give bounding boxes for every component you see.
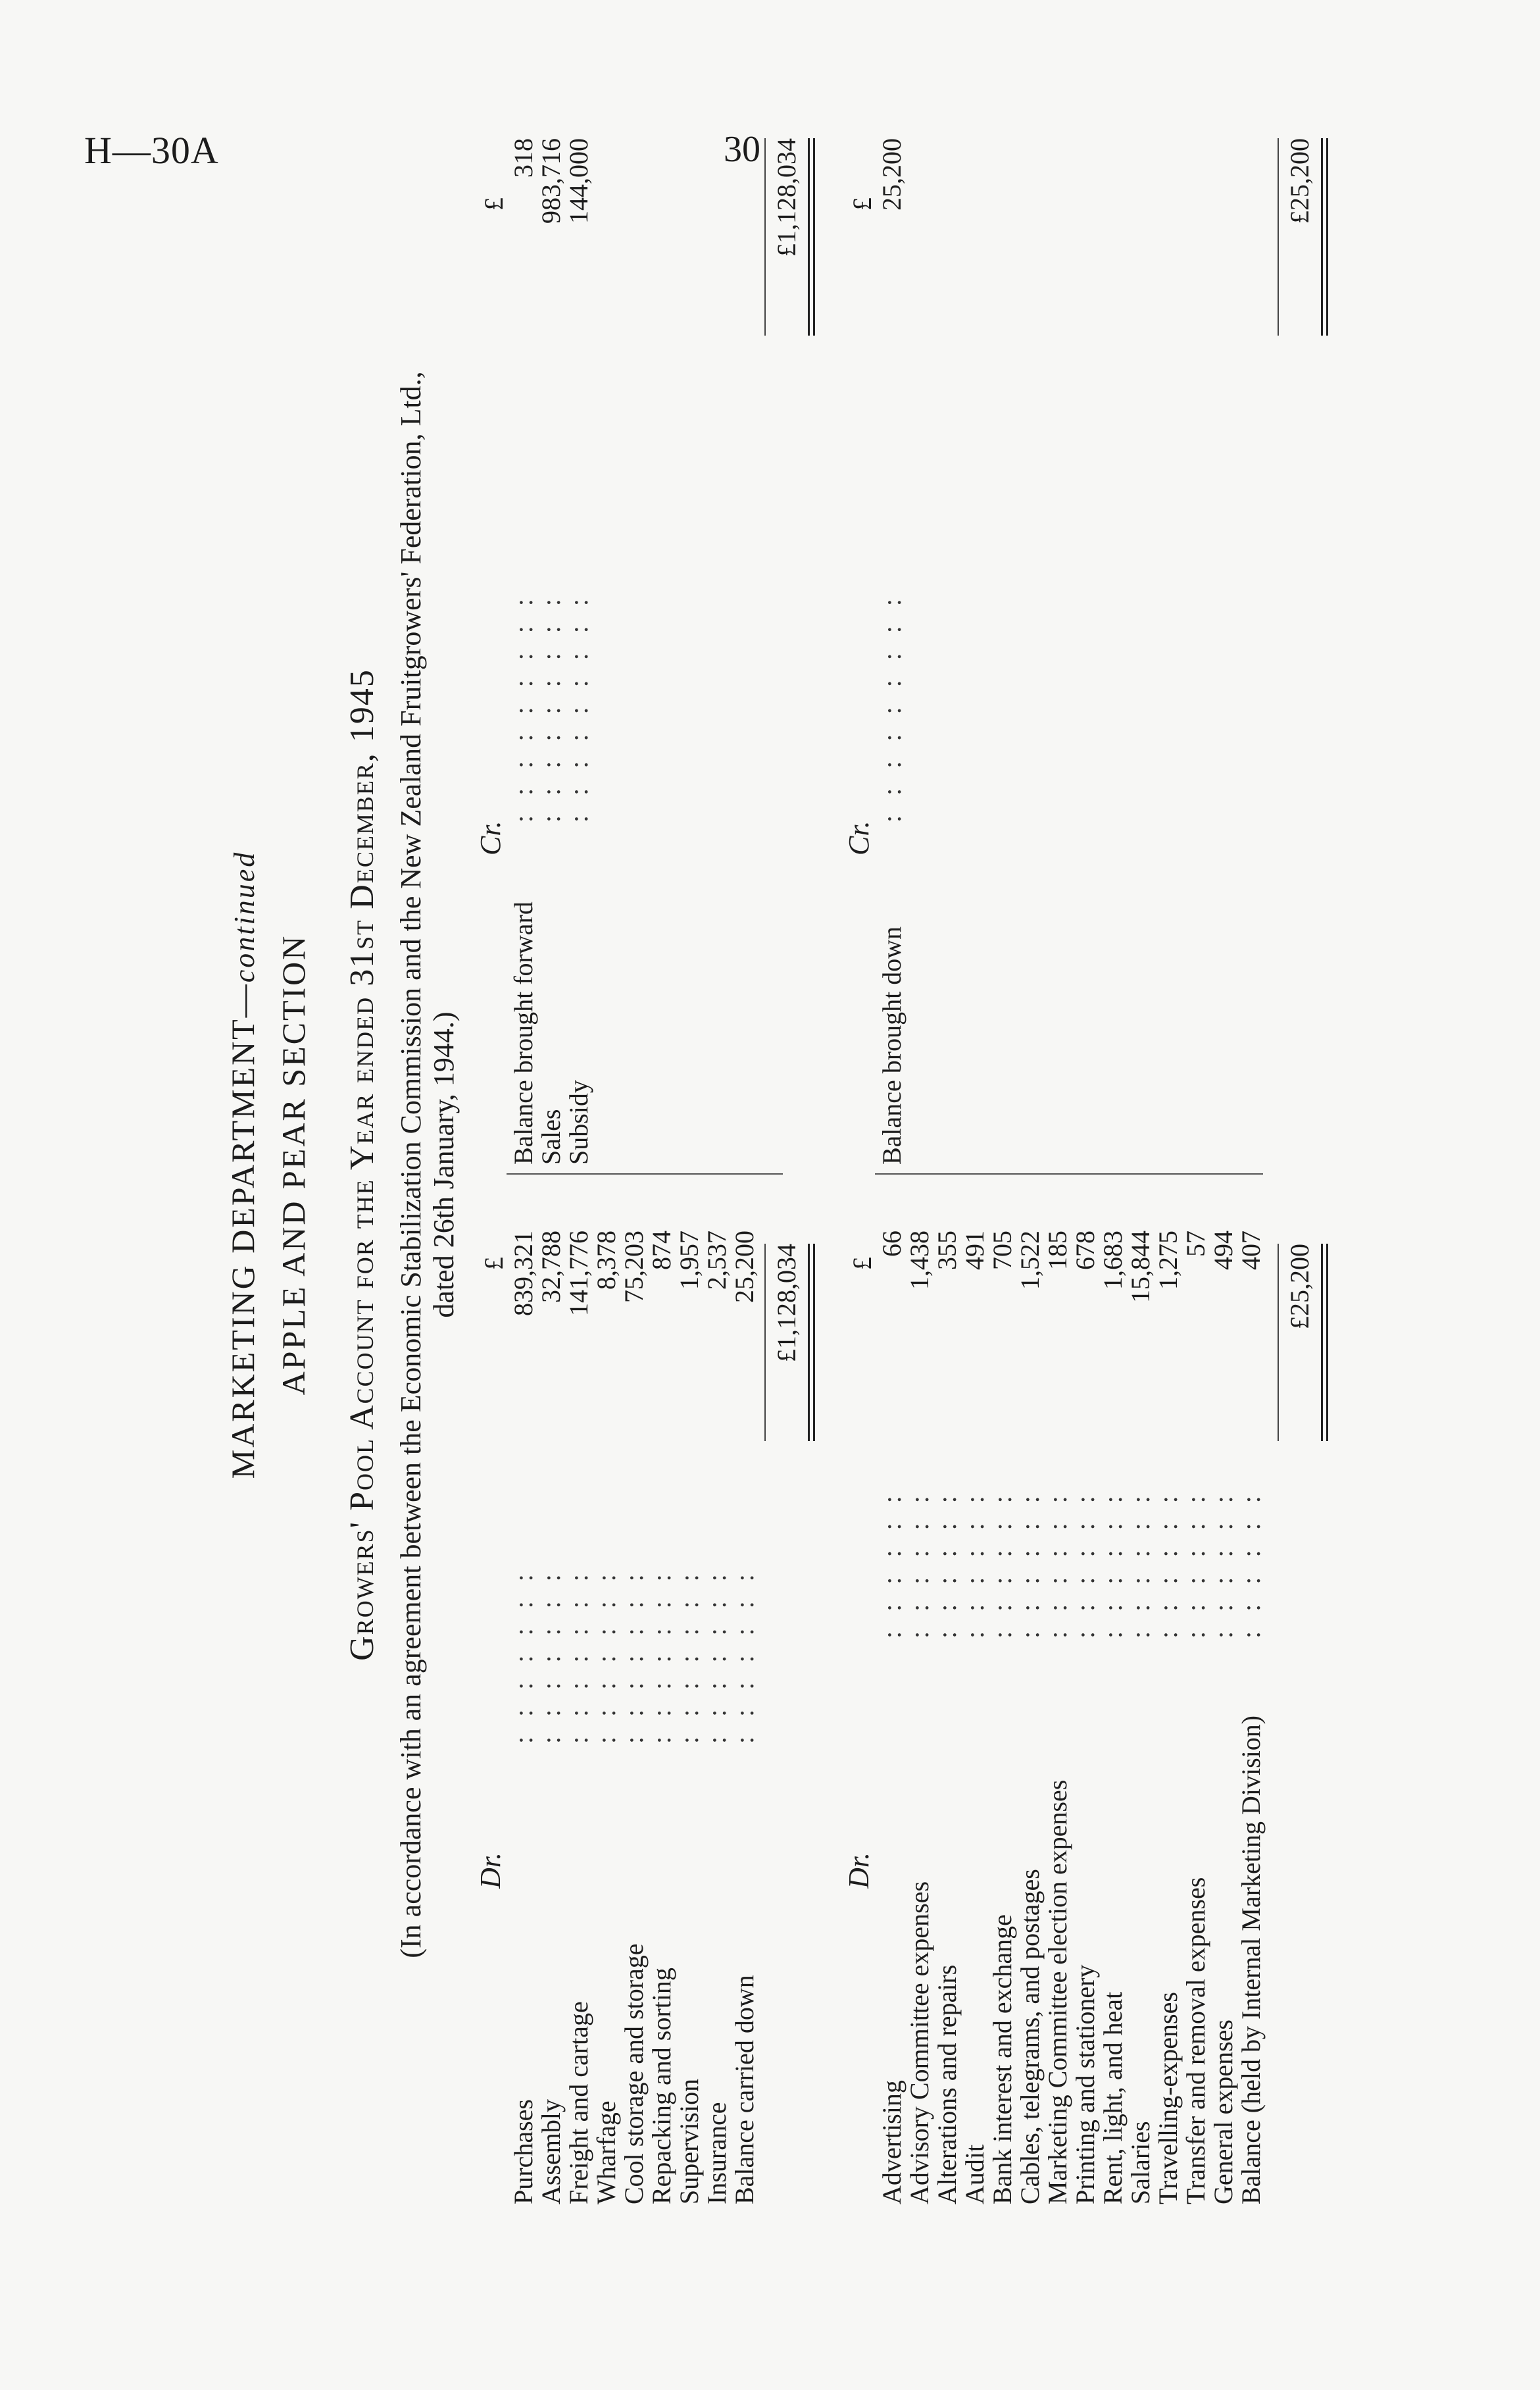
ledger-item-label: Repacking and sorting [647,1968,676,2204]
ledger-item-label: Balance brought forward [509,902,538,1165]
leader-dots: :::::: [905,1476,934,1639]
debit-row [906,1231,933,2204]
ledger-item-amount: 355 [932,1231,962,1270]
debit-total-1: £1,128,034 [772,1244,801,1362]
debit-row [565,1231,593,2204]
ledger-item-label: Travelling-expenses [1153,1992,1183,2204]
leader-dots: :::::: [1208,1476,1238,1639]
credit-total-1: £1,128,034 [772,138,801,257]
leader-dots: :::::: [1181,1476,1210,1639]
dr-label-1: Dr. [474,1852,507,1889]
leader-dots: :::::: [1098,1476,1128,1639]
credit-row [537,138,565,1165]
ledger-item-label: Cables, telegrams, and postages [1015,1869,1045,2204]
cr-label-2: Cr. [843,821,875,855]
column-divider-1 [507,1173,783,1175]
leader-dots: ::::::::: [509,578,538,823]
ledger-item-amount: 32,788 [536,1231,566,1303]
ledger-item-amount: 66 [877,1231,907,1257]
ledger-item-amount: 491 [960,1231,989,1270]
ledger-item-label: Purchases [509,2099,538,2204]
department-title: MARKETING DEPARTMENT—continued [224,850,261,1479]
debit-total-2: £25,200 [1285,1244,1314,1329]
ledger-item-label: Assembly [536,2099,566,2204]
debit-row [1155,1231,1182,2204]
ledger-item-label: Transfer and removal expenses [1181,1877,1210,2204]
debit-row [1127,1231,1155,2204]
ledger-item-amount: 407 [1236,1231,1266,1270]
page-number: 30 [724,129,760,170]
leader-dots: ::::::: [564,1554,593,1744]
ledger-item-label: Marketing Committee election expenses [1043,1779,1072,2204]
ledger-item-label: Insurance [702,2102,732,2204]
credit-row [878,138,906,1165]
debit-row [1016,1231,1044,2204]
ledger-item-label: Supervision [674,2078,704,2204]
credit-total-2: £25,200 [1285,138,1314,224]
cr-currency-1: £ [479,197,509,211]
ledger-item-amount: 874 [647,1231,676,1270]
agreement-note: (In accordance with an agreement between the Economic Stabilization Commission and the New Zealand Fruitgrowers' Federation, Ltd., dated 26th January, 1944.) [395,371,460,1958]
ledger-item-label: Balance brought down [877,926,907,1165]
credit-row [510,138,537,1165]
ledger-item-amount: 2,537 [702,1231,732,1290]
leader-dots: ::::::::: [564,578,593,823]
ledger-item-amount: 144,000 [564,138,593,224]
dr-currency-2: £ [847,1257,877,1270]
ledger-item-amount: 185 [1043,1231,1072,1270]
ledger-item-label: Bank interest and exchange [987,1914,1017,2204]
document-code: H—30A [84,129,219,172]
ledger-item-label: Sales [536,1109,566,1165]
ledger-item-label: Wharfage [591,2100,621,2204]
ledger-item-amount: 25,200 [730,1231,759,1303]
credit-rule-bottom-1 [808,138,810,336]
ledger-item-label: Freight and cartage [564,2001,593,2204]
column-divider-2 [875,1173,1263,1175]
leader-dots: :::::: [1236,1476,1266,1639]
debit-row [933,1231,961,2204]
leader-dots: :::::: [1126,1476,1155,1639]
debit-row [1072,1231,1099,2204]
ledger-item-label: Advisory Committee expenses [905,1881,934,2204]
debit-row [1099,1231,1127,2204]
ledger-item-amount: 1,957 [674,1231,704,1290]
debit-row [1237,1231,1265,2204]
account-heading: Growers' Pool Account for the Year ended 31st December, 1945 [343,669,381,1661]
debit-rule-top-1 [764,1244,766,1441]
dr-label-2: Dr. [843,1852,875,1889]
leader-dots: ::::::: [674,1554,704,1744]
credit-rule-bottom-2 [1321,138,1323,336]
debit-row [593,1231,620,2204]
leader-dots: ::::::: [591,1554,621,1744]
ledger-item-label: Alterations and repairs [932,1964,962,2204]
ledger-item-label: Rent, light, and heat [1098,1991,1128,2204]
debit-row [648,1231,676,2204]
ledger-item-amount: 1,438 [905,1231,934,1290]
dr-currency-1: £ [479,1257,509,1270]
ledger-item-amount: 75,203 [619,1231,649,1303]
ledger-item-amount: 8,378 [591,1231,621,1290]
ledger-item-label: General expenses [1208,2020,1238,2204]
section-title: APPLE AND PEAR SECTION [275,934,312,1396]
leader-dots: ::::::: [702,1554,732,1744]
credit-rule-top-2 [1278,138,1279,336]
ledger-item-amount: 1,275 [1153,1231,1183,1290]
debit-row [1044,1231,1072,2204]
debit-rule-bottom-2 [1321,1244,1323,1441]
debit-row [731,1231,758,2204]
ledger-item-amount: 678 [1070,1231,1100,1270]
leader-dots: ::::::::: [536,578,566,823]
leader-dots: :::::: [1153,1476,1183,1639]
leader-dots: ::::::: [536,1554,566,1744]
debit-row [1182,1231,1210,2204]
ledger-item-amount: 1,683 [1098,1231,1128,1290]
leader-dots: ::::::: [509,1554,538,1744]
ledger-item-amount: 1,522 [1015,1231,1045,1290]
ledger-item-label: Balance carried down [730,1975,759,2204]
leader-dots: :::::: [960,1476,989,1639]
debit-row [537,1231,565,2204]
leader-dots: :::::: [877,1476,907,1639]
debit-row [961,1231,989,2204]
debit-row [510,1231,537,2204]
ledger-item-amount: 25,200 [877,138,907,211]
debit-rule-bottom-1 [808,1244,810,1441]
debit-row [878,1231,906,2204]
cr-label-1: Cr. [474,821,507,855]
credit-rule-top-1 [764,138,766,336]
credit-row [565,138,593,1165]
leader-dots: :::::: [1043,1476,1072,1639]
ledger-item-label: Printing and stationery [1070,1964,1100,2204]
ledger-item-amount: 494 [1208,1231,1238,1270]
leader-dots: :::::: [1015,1476,1045,1639]
ledger-item-amount: 705 [987,1231,1017,1270]
leader-dots: :::::: [987,1476,1017,1639]
ledger-item-label: Cool storage and storage [619,1943,649,2204]
ledger-item-amount: 15,844 [1126,1231,1155,1303]
ledger-item-label: Subsidy [564,1080,593,1165]
debit-row [620,1231,648,2204]
ledger-item-amount: 141,776 [564,1231,593,1316]
leader-dots: ::::::: [730,1554,759,1744]
debit-row [703,1231,731,2204]
leader-dots: :::::: [1070,1476,1100,1639]
leader-dots: ::::::::: [877,578,907,823]
ledger-item-amount: 318 [509,138,538,178]
debit-row [1210,1231,1237,2204]
ledger-item-label: Audit [960,2144,989,2204]
ledger-item-amount: 57 [1181,1231,1210,1257]
ledger-item-label: Advertising [877,2080,907,2204]
debit-rule-top-2 [1278,1244,1279,1441]
debit-row [676,1231,703,2204]
ledger-item-amount: 983,716 [536,138,566,224]
cr-currency-2: £ [847,197,877,211]
rotated-statement [217,112,1349,2218]
leader-dots: ::::::: [619,1554,649,1744]
leader-dots: ::::::: [647,1554,676,1744]
debit-row [989,1231,1016,2204]
ledger-item-label: Salaries [1126,2121,1155,2204]
ledger-item-amount: 839,321 [509,1231,538,1316]
leader-dots: :::::: [932,1476,962,1639]
ledger-item-label: Balance (held by Internal Marketing Division) [1236,1715,1266,2204]
